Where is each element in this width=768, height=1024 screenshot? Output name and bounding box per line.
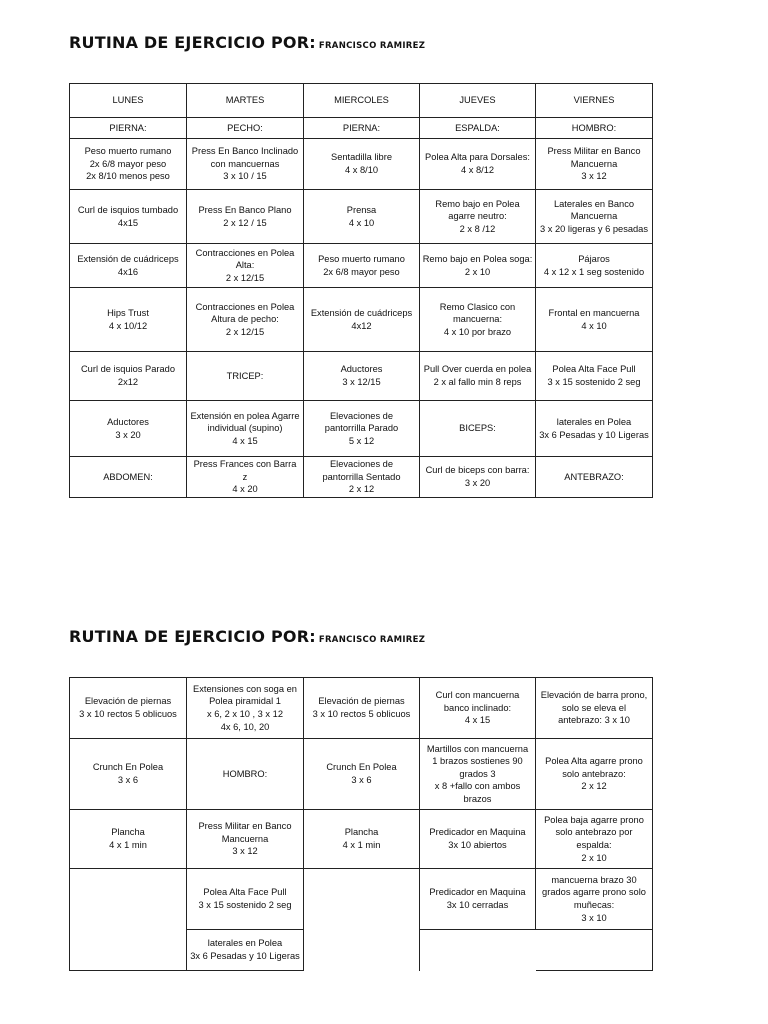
table-cell — [420, 457, 536, 498]
table-cell — [70, 869, 187, 930]
cell-line: Predicador en Maquina — [429, 827, 526, 838]
cell-line: 2 x 8 /12 — [459, 223, 496, 234]
cell-line: 3 x 20 ligeras y 6 pesadas — [539, 223, 648, 234]
table-cell — [70, 352, 187, 401]
cell-line: Pájaros — [578, 253, 610, 264]
table-cell — [187, 84, 304, 118]
cell-line: con mancuernas — [210, 158, 280, 169]
cell-line: Crunch En Polea — [326, 762, 397, 773]
cell-line: Curl de biceps con barra: — [425, 465, 530, 476]
table-cell — [187, 118, 304, 139]
cell-line: Aductores — [107, 416, 149, 427]
cell-line: 2x 6/8 mayor peso — [89, 158, 167, 169]
cell-line: brazos — [463, 793, 492, 804]
cell-line: 4 x 10/12 — [108, 320, 148, 331]
table-row — [70, 352, 653, 401]
cell-line: 2 x 12 — [348, 484, 375, 495]
table-cell — [187, 869, 304, 930]
cell-line: MIERCOLES — [334, 95, 389, 106]
cell-line: solo se eleva el — [561, 702, 627, 713]
table-cell — [187, 352, 304, 401]
cell-line: Polea piramidal 1 — [209, 696, 281, 707]
table-cell — [70, 118, 187, 139]
cell-line: mancuerna brazo 30 — [551, 874, 637, 885]
cell-line: 4 x 8/10 — [344, 165, 379, 175]
table-cell — [187, 678, 304, 739]
cell-line: 3 x 20 — [115, 429, 141, 440]
table-cell — [304, 139, 420, 190]
table-cell — [536, 352, 653, 401]
table-cell — [420, 288, 536, 352]
cell-line: TRICEP: — [226, 370, 264, 381]
table-cell — [70, 810, 187, 869]
table-cell — [304, 352, 420, 401]
table-cell — [536, 930, 653, 971]
table-row — [70, 678, 653, 739]
cell-line: Extensión de cuádriceps — [310, 307, 413, 318]
table-row — [70, 288, 653, 352]
table-cell — [187, 190, 304, 244]
title-name: FRANCISCO RAMIREZ — [318, 41, 426, 51]
table-cell — [304, 930, 420, 971]
cell-line: 4 x 15 — [232, 435, 258, 446]
cell-line: 3x 10 cerradas — [446, 900, 509, 910]
cell-line: Frontal en mancuerna — [548, 307, 640, 318]
table-cell — [536, 288, 653, 352]
cell-line: Elevación de barra prono, — [540, 690, 648, 701]
table-cell — [420, 118, 536, 139]
cell-line: 2x12 — [117, 377, 139, 387]
table-cell — [304, 190, 420, 244]
table-cell — [420, 84, 536, 118]
table-cell — [420, 244, 536, 288]
routine-title-1 — [69, 33, 425, 53]
table-cell — [187, 739, 304, 810]
cell-line: 4 x 10 por brazo — [443, 326, 512, 337]
table-cell — [536, 810, 653, 869]
title-main: RUTINA DE EJERCICIO POR: — [69, 627, 316, 646]
table-cell — [304, 288, 420, 352]
table-row — [70, 457, 653, 498]
cell-line: 5 x 12 — [348, 435, 375, 446]
cell-line: individual (supino) — [207, 423, 283, 434]
routine-table-1 — [69, 83, 653, 498]
table-row — [70, 869, 653, 930]
table-cell — [187, 930, 304, 971]
cell-line: 2 x al fallo min 8 reps — [433, 377, 522, 387]
cell-line: 3 x 15 sostenido 2 seg — [198, 900, 292, 910]
table-cell — [536, 457, 653, 498]
cell-line: 4 x 1 min — [109, 840, 147, 850]
cell-line: Remo bajo en Polea — [435, 198, 520, 209]
cell-line: 3 x 15 sostenido 2 seg — [547, 377, 641, 387]
cell-line: grados 3 — [459, 768, 496, 779]
cell-line: Polea Alta Face Pull — [203, 887, 287, 898]
table-cell — [187, 457, 304, 498]
cell-line: Peso muerto rumano — [318, 253, 405, 264]
table-cell — [420, 869, 536, 930]
cell-line: Polea baja agarre prono — [544, 814, 644, 825]
cell-line: Press Militar en Banco — [547, 146, 641, 157]
table-row — [70, 118, 653, 139]
table-cell — [536, 118, 653, 139]
table-cell — [70, 139, 187, 190]
table-row — [70, 930, 653, 971]
cell-line: Aductores — [340, 364, 383, 375]
table-cell — [187, 810, 304, 869]
table-row — [70, 401, 653, 457]
table-cell — [187, 139, 304, 190]
cell-line: Plancha — [111, 827, 145, 838]
cell-line: antebrazo: 3 x 10 — [558, 715, 630, 726]
cell-line: Polea Alta Face Pull — [552, 364, 636, 375]
table-cell — [70, 930, 187, 971]
cell-line: 4x15 — [117, 217, 139, 228]
cell-line: Mancuerna — [570, 158, 618, 169]
cell-line: VIERNES — [573, 95, 615, 106]
table-cell — [304, 401, 420, 457]
table-cell — [70, 244, 187, 288]
cell-line: Pull Over cuerda en polea — [423, 364, 532, 375]
cell-line: 4x16 — [117, 266, 139, 277]
cell-line: solo antebrazo: — [562, 768, 626, 779]
table-cell — [70, 401, 187, 457]
cell-line: 1 brazos sostienes 90 — [432, 756, 523, 767]
table-cell — [70, 457, 187, 498]
cell-line: Extensiones con soga en — [193, 683, 297, 694]
cell-line: grados agarre prono solo — [542, 887, 646, 898]
table-cell — [420, 139, 536, 190]
table-cell — [536, 678, 653, 739]
cell-line: ABDOMEN: — [103, 471, 153, 482]
cell-line: PIERNA: — [342, 122, 381, 133]
table-cell — [536, 869, 653, 930]
table-cell — [536, 84, 653, 118]
cell-line: solo antebrazo por — [555, 827, 633, 838]
table-cell — [536, 244, 653, 288]
cell-line: Contracciones en Polea — [195, 247, 295, 258]
cell-line: 2 x 12/15 — [225, 272, 265, 283]
table-cell — [187, 401, 304, 457]
cell-line: Elevación de piernas — [318, 696, 405, 707]
cell-line: Elevaciones de — [329, 410, 394, 421]
cell-line: 4 x 8/12 — [460, 165, 495, 175]
table-cell — [304, 84, 420, 118]
cell-line: Mancuerna — [570, 211, 618, 222]
cell-line: Sentadilla libre — [331, 152, 392, 163]
cell-line: 3 x 12/15 — [342, 377, 381, 387]
table-cell — [304, 810, 420, 869]
cell-line: MARTES — [225, 95, 265, 106]
cell-line: ANTEBRAZO: — [564, 471, 624, 482]
cell-line: Press Militar en Banco — [198, 821, 292, 832]
cell-line: Hips Trust — [107, 307, 149, 318]
cell-line: 3x 6 Pesadas y 10 Ligeras — [539, 429, 649, 440]
cell-line: Prensa — [346, 204, 377, 215]
table-cell — [420, 930, 536, 971]
cell-line: 3 x 6 — [351, 775, 372, 785]
cell-line: 3x 6 Pesadas y 10 Ligeras — [190, 951, 300, 961]
cell-line: pantorrilla Parado — [324, 423, 399, 434]
table-cell — [304, 678, 420, 739]
cell-line: x 6, 2 x 10 , 3 x 12 — [207, 709, 283, 719]
cell-line: Press Frances con Barra — [193, 459, 297, 470]
cell-line: 3 x 10 — [581, 912, 607, 923]
cell-line: pantorrilla Sentado — [322, 471, 401, 482]
cell-line: 3 x 12 — [581, 171, 607, 182]
cell-line: Plancha — [344, 827, 379, 838]
cell-line: Curl con mancuerna — [435, 690, 520, 701]
cell-line: agarre neutro: — [448, 211, 507, 222]
cell-line: 4 x 15 — [464, 715, 491, 726]
cell-line: 2x 6/8 mayor peso — [323, 266, 400, 277]
title-main: RUTINA DE EJERCICIO POR: — [69, 33, 316, 52]
routine-title-2 — [69, 627, 425, 647]
cell-line: Press En Banco Inclinado — [191, 146, 299, 157]
cell-line: 4x12 — [351, 320, 372, 331]
cell-line: BICEPS: — [459, 423, 496, 434]
cell-line: HOMBRO: — [222, 768, 268, 779]
table-cell — [70, 678, 187, 739]
cell-line: Extensión en polea Agarre — [190, 410, 300, 421]
cell-line: Curl de isquios Parado — [80, 364, 176, 375]
table-cell — [304, 739, 420, 810]
cell-line: 2x 8/10 menos peso — [86, 171, 170, 182]
cell-line: 3 x 10 rectos 5 oblicuos — [79, 709, 177, 719]
cell-line: 2 x 12 — [581, 781, 607, 792]
cell-line: z — [242, 471, 248, 482]
cell-line: Elevación de piernas — [84, 696, 172, 707]
cell-line: PECHO: — [227, 122, 263, 133]
cell-line: Polea Alta para Dorsales: — [425, 152, 530, 163]
cell-line: Press En Banco Plano — [198, 204, 292, 215]
table-cell — [304, 869, 420, 930]
cell-line: JUEVES — [459, 95, 496, 106]
cell-line: Laterales en Banco — [553, 198, 635, 209]
table-cell — [187, 244, 304, 288]
title-name: FRANCISCO RAMIREZ — [318, 635, 426, 645]
table-cell — [420, 810, 536, 869]
table-cell — [420, 352, 536, 401]
cell-line: 3 x 20 — [464, 478, 491, 488]
table-cell — [420, 739, 536, 810]
cell-line: Altura de pecho: — [211, 314, 279, 325]
table-cell — [187, 288, 304, 352]
cell-line: laterales en Polea — [207, 938, 283, 949]
table-cell — [70, 190, 187, 244]
table-cell — [304, 457, 420, 498]
cell-line: 2 x 12 / 15 — [223, 217, 267, 228]
table-cell — [70, 288, 187, 352]
table-cell — [536, 739, 653, 810]
cell-line: PIERNA: — [109, 122, 147, 133]
cell-line: Peso muerto rumano — [84, 146, 172, 157]
routine-table-2 — [69, 677, 653, 971]
table-row — [70, 139, 653, 190]
table-cell — [420, 401, 536, 457]
cell-line: 3x 10 abiertos — [448, 840, 507, 850]
table-cell — [536, 190, 653, 244]
cell-line: ESPALDA: — [455, 122, 500, 133]
cell-line: Elevaciones de — [329, 459, 394, 470]
table-cell — [420, 678, 536, 739]
cell-line: Martillos con mancuerna — [426, 743, 529, 754]
cell-line: mancuerna: — [452, 314, 503, 325]
table-cell — [420, 190, 536, 244]
cell-line: Curl de isquios tumbado — [77, 204, 179, 215]
cell-line: laterales en Polea — [556, 416, 632, 427]
cell-line: Remo Clasico con — [439, 301, 516, 312]
cell-line: 3 x 10 rectos 5 oblicuos — [312, 709, 411, 719]
table-cell — [70, 739, 187, 810]
cell-line: espalda: — [576, 840, 612, 850]
cell-line: Remo bajo en Polea soga: — [422, 253, 533, 264]
cell-line: Contracciones en Polea — [195, 301, 295, 312]
cell-line: 4 x 10 — [581, 320, 607, 331]
cell-line: 3 x 10 / 15 — [223, 171, 267, 182]
cell-line: 4 x 10 — [348, 217, 375, 228]
table-row — [70, 84, 653, 118]
cell-line: Alta: — [235, 260, 255, 271]
table-cell — [70, 84, 187, 118]
table-row — [70, 190, 653, 244]
table-cell — [536, 401, 653, 457]
cell-line: 3 x 12 — [232, 846, 258, 857]
table-cell — [304, 244, 420, 288]
cell-line: Mancuerna — [221, 833, 269, 844]
cell-line: x 8 +fallo con ambos — [434, 781, 521, 792]
table-cell — [536, 139, 653, 190]
cell-line: 4 x 12 x 1 seg sostenido — [543, 266, 645, 277]
cell-line: 2 x 12/15 — [225, 326, 265, 337]
cell-line: 2 x 10 — [581, 852, 607, 863]
table-row — [70, 739, 653, 810]
cell-line: Extensión de cuádriceps — [77, 253, 179, 264]
cell-line: 3 x 6 — [117, 775, 139, 785]
cell-line: 4 x 1 min — [342, 840, 381, 850]
cell-line: Crunch En Polea — [92, 762, 164, 773]
cell-line: muñecas: — [573, 900, 615, 910]
table-cell — [304, 118, 420, 139]
cell-line: 2 x 10 — [464, 266, 491, 277]
cell-line: LUNES — [112, 95, 144, 106]
cell-line: Polea Alta agarre prono — [545, 756, 643, 767]
table-row — [70, 810, 653, 869]
cell-line: Predicador en Maquina — [429, 887, 526, 898]
cell-line: 4 x 20 — [232, 484, 258, 495]
cell-line: banco inclinado: — [443, 702, 512, 713]
cell-line: HOMBRO: — [571, 122, 617, 133]
table-row — [70, 244, 653, 288]
cell-line: 4x 6, 10, 20 — [220, 721, 270, 732]
